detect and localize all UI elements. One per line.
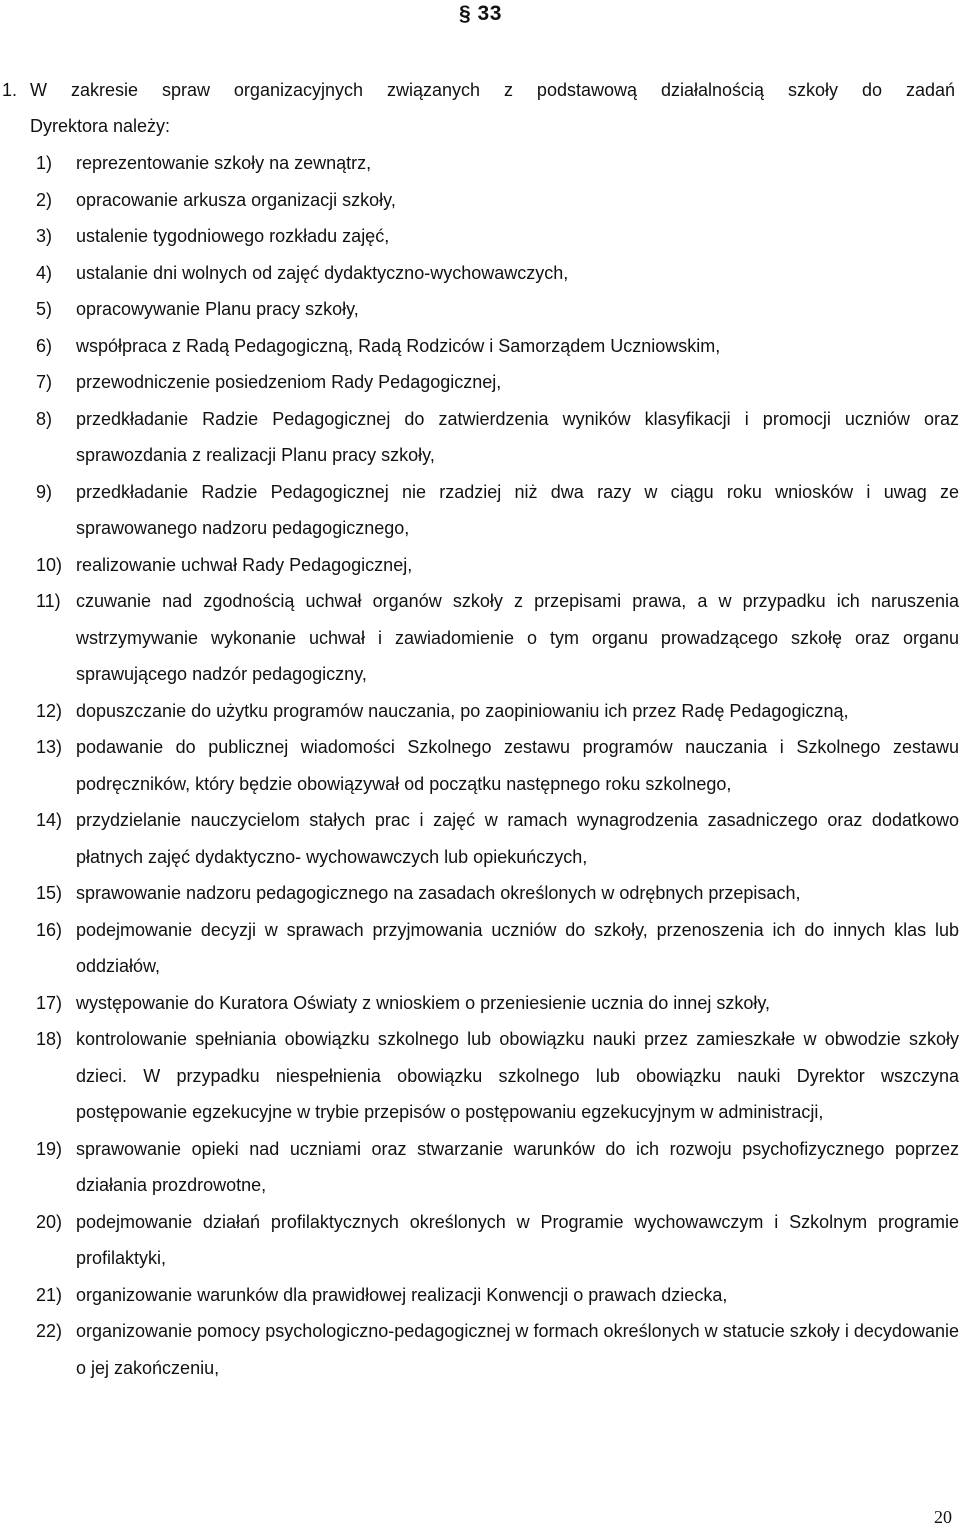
list-item [0, 985, 960, 1022]
list-item-text: przedkładanie Radzie Pedagogicznej do zatwierdzenia wyników klasyfikacji i promocji uczniów oraz sprawozdania z realizacji Planu pracy szkoły, [76, 408, 959, 465]
list-item [0, 182, 960, 219]
list-item-number: 20) [36, 1211, 63, 1232]
intro-paragraph [2, 72, 955, 144]
list-item-text: przedkładanie Radzie Pedagogicznej nie rzadziej niż dwa razy w ciągu roku wniosków i uwag ze sprawowanego nadzoru pedagogicznego, [76, 481, 959, 538]
list-item [0, 693, 960, 730]
list-item-number: 22) [36, 1321, 63, 1341]
list-item [0, 291, 960, 328]
list-item-number: 13) [36, 737, 63, 757]
section-header: § 33 [459, 2, 502, 25]
list-item-text: występowanie do Kuratora Oświaty z wnioskiem o przeniesienie ucznia do innej szkoły, [76, 992, 771, 1013]
list-item [0, 802, 960, 875]
list-item-text: opracowywanie Planu pracy szkoły, [76, 299, 359, 319]
list-item-text: podawanie do publicznej wiadomości Szkolnego zestawu programów nauczania i Szkolnego zestawu podręczników, który będzie obowiązywał od początku następnego roku szkolnego, [76, 737, 959, 794]
list-item-number: 2) [36, 189, 53, 210]
intro-text-line-1: W zakresie spraw organizacyjnych związanych z podstawową działalnością szkoły do zadań [30, 80, 955, 100]
list-item-number: 3) [36, 226, 53, 246]
list-item-text: czuwanie nad zgodnością uchwał organów szkoły z przepisami prawa, a w przypadku ich naruszenia wstrzymywanie wykonanie uchwał i zawiadomienie o tym organu prowadzącego szkołę oraz organu sprawującego nadzór pedagogiczny, [76, 591, 959, 684]
list-item-number: 14) [36, 810, 63, 830]
list-item-text: sprawowanie nadzoru pedagogicznego na zasadach określonych w odrębnych przepisach, [76, 883, 801, 903]
list-item-number: 9) [36, 481, 53, 502]
list-item [0, 1131, 960, 1204]
list-item-number: 11) [36, 591, 61, 611]
list-item-number: 12) [36, 700, 63, 721]
list-item [0, 328, 960, 365]
list-item [0, 474, 960, 547]
list-item-text: kontrolowanie spełniania obowiązku szkolnego lub obowiązku nauki przez zamieszkałe w obwodzie szkoły dzieci. W przypadku niespełnienia obowiązku szkolnego lub obowiązku nauki Dyrektor wszczyna postępowanie egzekucyjne w trybie przepisów o postępowaniu egzekucyjnym w administracji, [76, 1029, 959, 1122]
list-item-text: podejmowanie działań profilaktycznych określonych w Programie wychowawczym i Szkolnym programie profilaktyki, [76, 1211, 959, 1268]
list-item [0, 912, 960, 985]
intro-text-line-2: Dyrektora należy: [30, 116, 171, 136]
list-item-number: 21) [36, 1284, 63, 1305]
list-item-number: 1) [36, 153, 53, 173]
list-item-number: 6) [36, 335, 53, 356]
list-item [0, 875, 960, 912]
intro-line-1 [2, 72, 955, 108]
list-item-text: podejmowanie decyzji w sprawach przyjmowania uczniów do szkoły, przenoszenia ich do innych klas lub oddziałów, [76, 919, 959, 976]
page-number: 20 [934, 1507, 952, 1527]
list-item-number: 4) [36, 262, 53, 283]
list-item-number: 18) [36, 1029, 63, 1049]
list-item-number: 15) [36, 883, 63, 903]
list-item-text: dopuszczanie do użytku programów nauczania, po zaopiniowaniu ich przez Radę Pedagogiczną, [76, 700, 849, 721]
list-item-text: organizowanie pomocy psychologiczno-pedagogicznej w formach określonych w statucie szkoły i decydowanie o jej zakończeniu, [76, 1321, 959, 1378]
intro-number: 1. [2, 80, 18, 100]
list-item [0, 583, 960, 693]
list-item [0, 401, 960, 474]
list-item [0, 1313, 960, 1386]
list-item-number: 5) [36, 299, 53, 319]
list-item [0, 145, 960, 182]
list-item-text: współpraca z Radą Pedagogiczną, Radą Rodziców i Samorządem Uczniowskim, [76, 335, 721, 356]
list-item-text: reprezentowanie szkoły na zewnątrz, [76, 153, 372, 173]
list-item-text: realizowanie uchwał Rady Pedagogicznej, [76, 554, 413, 575]
list-item-number: 16) [36, 919, 63, 940]
list-item-text: przewodniczenie posiedzeniom Rady Pedagogicznej, [76, 372, 502, 392]
duties-list [0, 145, 960, 1386]
list-item [0, 729, 960, 802]
list-item-text: organizowanie warunków dla prawidłowej realizacji Konwencji o prawach dziecka, [76, 1284, 728, 1305]
list-item [0, 255, 960, 292]
list-item [0, 547, 960, 584]
list-item-number: 17) [36, 992, 63, 1013]
list-item-text: ustalenie tygodniowego rozkładu zajęć, [76, 226, 390, 246]
list-item-number: 8) [36, 408, 53, 429]
list-item-number: 7) [36, 372, 53, 392]
list-item-text: opracowanie arkusza organizacji szkoły, [76, 189, 396, 210]
list-item-text: ustalanie dni wolnych od zajęć dydaktyczno-wychowawczych, [76, 262, 569, 283]
list-item [0, 1277, 960, 1314]
list-item-number: 19) [36, 1138, 63, 1159]
list-item [0, 1021, 960, 1131]
list-item [0, 1204, 960, 1277]
list-item [0, 218, 960, 255]
list-item-number: 10) [36, 554, 63, 575]
list-item-text: przydzielanie nauczycielom stałych prac i zajęć w ramach wynagrodzenia zasadniczego oraz dodatkowo płatnych zajęć dydaktyczno- wychowawczych lub opiekuńczych, [76, 810, 959, 867]
list-item-text: sprawowanie opieki nad uczniami oraz stwarzanie warunków do ich rozwoju psychofizycznego poprzez działania prozdrowotne, [76, 1138, 959, 1195]
list-item [0, 364, 960, 401]
